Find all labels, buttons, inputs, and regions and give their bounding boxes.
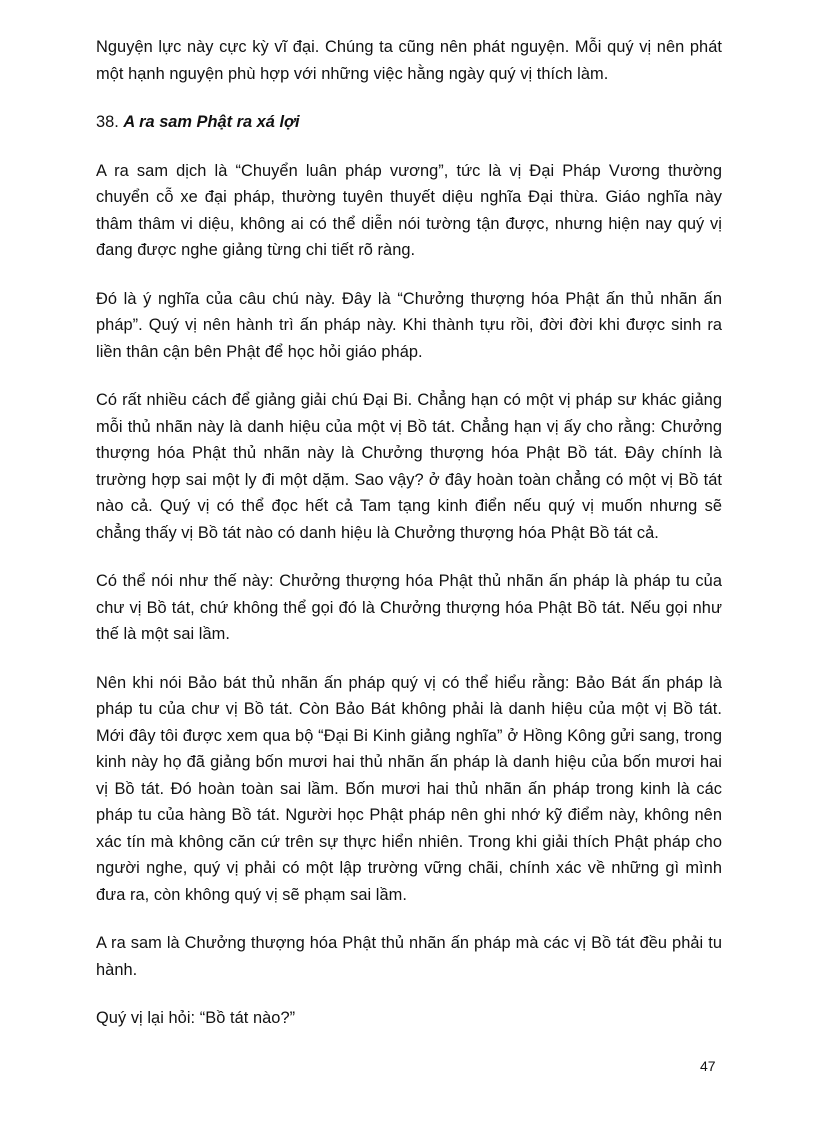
paragraph: A ra sam dịch là “Chuyển luân pháp vương”, tức là vị Đại Pháp Vương thường chuyển cỗ xe đại pháp, thường tuyên thuyết diệu nghĩa Đại thừa. Giáo nghĩa này thâm thâm vi diệu, không ai có thể diễn nói tường tận được, nhưng hiện nay quý vị đang được nghe giảng từng chi tiết rõ ràng. — [96, 161, 722, 259]
page-number: 47 — [700, 1058, 716, 1074]
paragraph: Có thể nói như thế này: Chưởng thượng hóa Phật thủ nhãn ấn pháp là pháp tu của chư vị Bồ tát, chứ không thể gọi đó là Chưởng thượng hóa Phật Bồ tát. Nếu gọi như thế là một sai lầm. — [96, 572, 722, 643]
paragraph: Nên khi nói Bảo bát thủ nhãn ấn pháp quý vị có thể hiểu rằng: Bảo Bát ấn pháp là pháp tu của chư vị Bồ tát. Còn Bảo Bát không phải là danh hiệu của một vị Bồ tát. Mới đây tôi được xem qua bộ “Đại Bi Kinh giảng nghĩa” ở Hồng Kông gửi sang, trong kinh này họ đã giảng bốn mươi hai thủ nhãn ấn pháp là danh hiệu của bốn mươi hai vị Bồ tát. Đó hoàn toàn sai lầm. Bốn mươi hai thủ nhãn ấn pháp trong kinh là các pháp tu của hàng Bồ tát. Người học Phật pháp nên ghi nhớ kỹ điểm này, không nên xác tín mà không căn cứ trên sự thực hiển nhiên. Trong khi giải thích Phật pháp cho người nghe, quý vị phải có một lập trường vững chãi, chính xác về những gì mình đưa ra, còn không quý vị sẽ phạm sai lầm. — [96, 673, 722, 904]
paragraph: Đó là ý nghĩa của câu chú này. Đây là “Chưởng thượng hóa Phật ấn thủ nhãn ấn pháp”. Quý vị nên hành trì ấn pháp này. Khi thành tựu rồi, đời đời khi được sinh ra liền thân cận bên Phật để học hỏi giáo pháp. — [96, 289, 722, 361]
paragraph: Quý vị lại hỏi: “Bồ tát nào?” — [96, 1009, 296, 1027]
document-body — [96, 34, 722, 1054]
section-title: A ra sam Phật ra xá lợi — [123, 113, 300, 131]
section-heading — [96, 109, 722, 136]
paragraph: A ra sam là Chưởng thượng hóa Phật thủ nhãn ấn pháp mà các vị Bồ tát đều phải tu hành. — [96, 934, 722, 979]
section-number: 38. — [96, 113, 119, 131]
paragraph: Có rất nhiều cách để giảng giải chú Đại Bi. Chẳng hạn có một vị pháp sư khác giảng mỗi thủ nhãn này là danh hiệu của một vị Bồ tát. Chẳng hạn vị ấy cho rằng: Chưởng thượng hóa Phật thủ nhãn này là Chưởng thượng hóa Phật Bồ tát. Đây chính là trường hợp sai một ly đi một dặm. Sao vậy? ở đây hoàn toàn chẳng có một vị Bồ tát nào cả. Quý vị có thể đọc hết cả Tam tạng kinh điển nếu quý vị muốn nhưng sẽ chẳng thấy vị Bồ tát nào có danh hiệu là Chưởng thượng hóa Phật Bồ tát cả. — [96, 391, 722, 542]
paragraph-intro: Nguyện lực này cực kỳ vĩ đại. Chúng ta cũng nên phát nguyện. Mỗi quý vị nên phát một hạnh nguyện phù hợp với những việc hằng ngày quý vị thích làm. — [96, 38, 722, 83]
